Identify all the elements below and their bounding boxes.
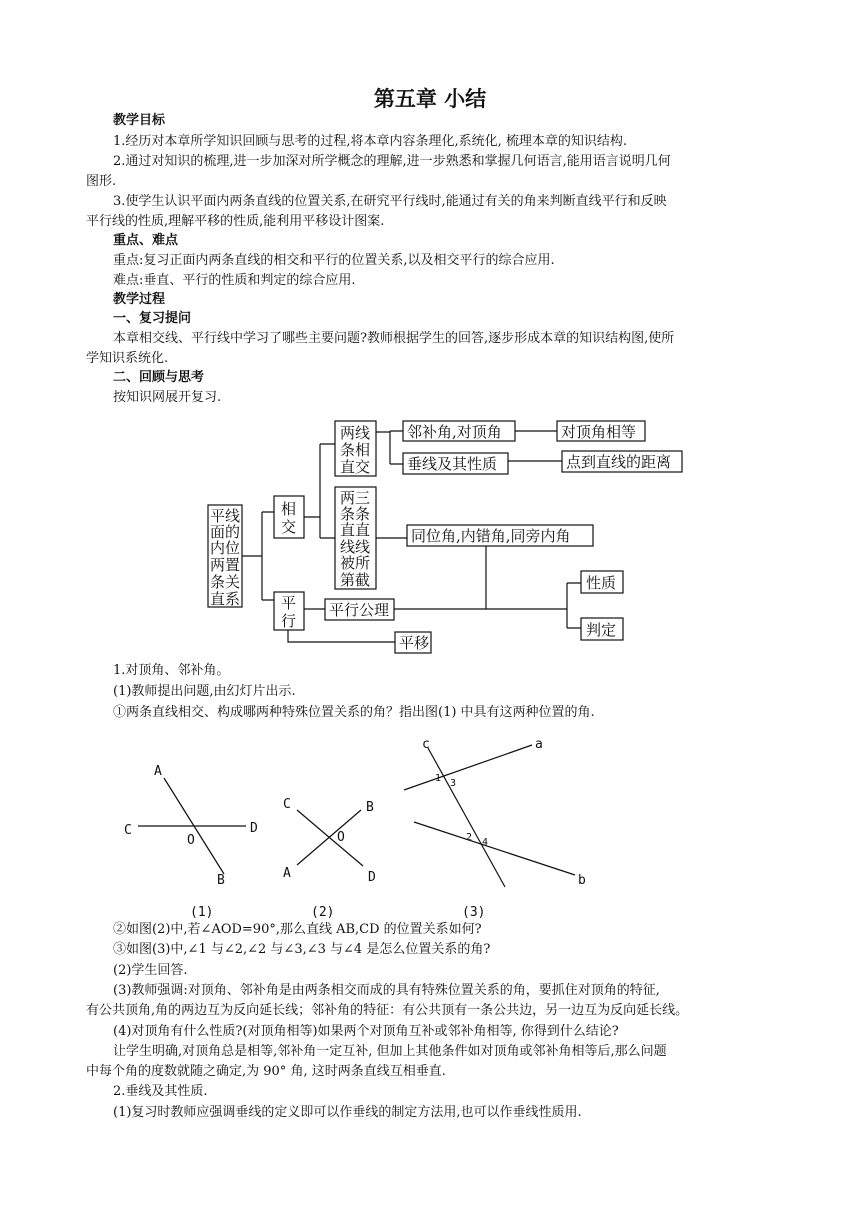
two-lines-text-3: 直交 [340,458,371,476]
item-1-question-1: ①两条直线相交、构成哪两种特殊位置关系的角？指出图(1) 中具有这两种位置的角. [113,705,595,720]
figure-1 [124,764,258,920]
figure-3 [404,737,586,920]
f3-angle-3: 3 [450,778,457,789]
section-1-line2: 学知识系统化. [86,351,169,366]
root-text-2: 面的 [210,523,241,541]
goal-3-line2: 平行线的性质,理解平移的性质,能利用平移设计图案. [86,214,385,229]
item-1-step-2: (2)学生回答. [113,963,188,978]
item-2-heading: 2.垂线及其性质. [113,1084,208,1099]
goals-heading: 教学目标 [113,113,166,128]
section-2-intro: 按知识网展开复习. [113,390,222,405]
vertical-angles-equal-text: 对顶角相等 [561,423,637,441]
f1-label-A: A [154,764,162,779]
goal-2-line2: 图形. [86,174,117,189]
intersect-text-2: 交 [281,518,297,536]
key-point: 重点:复习正面内两条直线的相交和平行的位置关系,以及相交平行的综合应用. [113,253,555,268]
f3-label-c: c [422,737,430,752]
item-1-step-3-line2: 有公共顶角,角的两边互为反向延长线；邻补角的特征：有公共顶有一条公共边，另一边互为反向延长线。 [86,1003,689,1018]
three-lines-text-3: 直直 [340,521,371,539]
three-lines-text-1: 两三 [340,489,371,507]
geometry-figures [0,730,860,925]
item-1-heading: 1.对顶角、邻补角。 [113,663,230,678]
property-text: 性质 [586,574,617,592]
f1-label-B: B [217,873,225,888]
three-lines-text-5: 被所 [340,554,371,572]
item-1-question-2: ②如图(2)中,若∠AOD=90°,那么直线 AB,CD 的位置关系如何? [113,922,482,937]
f1-caption: (1) [190,905,214,920]
f2-label-O: O [337,830,345,845]
parallel-text-1: 平 [281,594,297,612]
f2-label-D: D [368,870,376,885]
difficult-point: 难点:垂直、平行的性质和判定的综合应用. [113,273,356,288]
section-1-heading: 一、复习提问 [113,311,192,326]
perpendicular-text: 垂线及其性质 [407,455,498,473]
keys-heading: 重点、难点 [113,233,179,248]
f1-label-C: C [124,823,132,838]
root-text-5: 条关 [210,573,241,591]
page-title: 第五章 小结 [373,87,487,111]
three-lines-text-6: 第截 [340,571,371,589]
root-text-3: 内位 [210,539,241,557]
criterion-text: 判定 [586,621,617,639]
figure-2 [283,797,376,920]
root-text-4: 两置 [210,556,241,574]
angle-types-text: 同位角,内错角,同旁内角 [411,527,571,545]
section-1-line1: 本章相交线、平行线中学习了哪些主要问题?教师根据学生的回答,逐步形成本章的知识结构图,使所 [113,331,675,346]
goal-3-line1: 3.使学生认识平面内两条直线的位置关系,在研究平行线时,能通过有关的角来判断直线平行和反映 [113,194,667,209]
item-1-question-3: ③如图(3)中,∠1 与∠2,∠2 与∠3,∠3 与∠4 是怎么位置关系的角? [113,942,491,957]
f3-caption: (3) [462,905,486,920]
three-lines-text-4: 线线 [340,538,371,556]
f3-angle-2: 2 [466,832,473,843]
translation-text: 平移 [399,634,430,652]
item-1-step-3-line1: (3)教师强调:对顶角、邻补角是由两条相交而成的具有特殊位置关系的角，要抓住对顶角的特征, [113,983,660,998]
item-2-step-1: (1)复习时教师应强调垂线的定义即可以作垂线的制定方法用,也可以作垂线性质用. [113,1105,582,1120]
conclusion-line2: 中每个角的度数就随之确定,为 90° 角, 这时两条直线互相垂直. [86,1064,446,1079]
two-lines-text-1: 两线 [340,424,371,442]
f2-label-C: C [283,797,291,812]
f2-label-B: B [366,800,374,815]
conclusion-line1: 让学生明确,对顶角总是相等,邻补角一定互补, 但加上其他条件如对顶角或邻补角相等后,那么问题 [113,1044,667,1059]
adjacent-vertical-angles-text: 邻补角,对顶角 [407,423,502,441]
root-text-1: 平线 [210,507,241,525]
item-1-step-4: (4)对顶角有什么性质?(对顶角相等)如果两个对顶角互补或邻补角相等, 你得到什么结论? [113,1024,619,1039]
goal-2-line1: 2.通过对知识的梳理,进一步加深对所学概念的理解,进一步熟悉和掌握几何语言,能用语言说明几何 [113,154,671,169]
parallel-axiom-text: 平行公理 [329,601,390,619]
intersect-text-1: 相 [281,500,297,518]
f3-angle-4: 4 [482,837,489,848]
f1-label-D: D [250,821,258,836]
f3-angle-1: 1 [435,773,442,784]
parallel-text-2: 行 [281,612,297,630]
f2-caption: (2) [311,905,335,920]
two-lines-text-2: 条相 [340,441,371,459]
goal-1: 1.经历对本章所学知识回顾与思考的过程,将本章内容条理化,系统化, 梳理本章的知识结构. [113,134,628,149]
item-1-step-1: (1)教师提出问题,由幻灯片出示. [113,684,296,699]
point-line-distance-text: 点到直线的距离 [566,453,672,471]
f2-label-A: A [283,866,291,881]
root-text-6: 直系 [210,590,241,608]
process-heading: 教学过程 [113,292,166,307]
f1-label-O: O [187,833,195,848]
three-lines-text-2: 条条 [340,505,371,523]
f3-label-b: b [578,873,586,888]
section-2-heading: 二、回顾与思考 [113,370,205,385]
f3-label-a: a [535,737,543,752]
